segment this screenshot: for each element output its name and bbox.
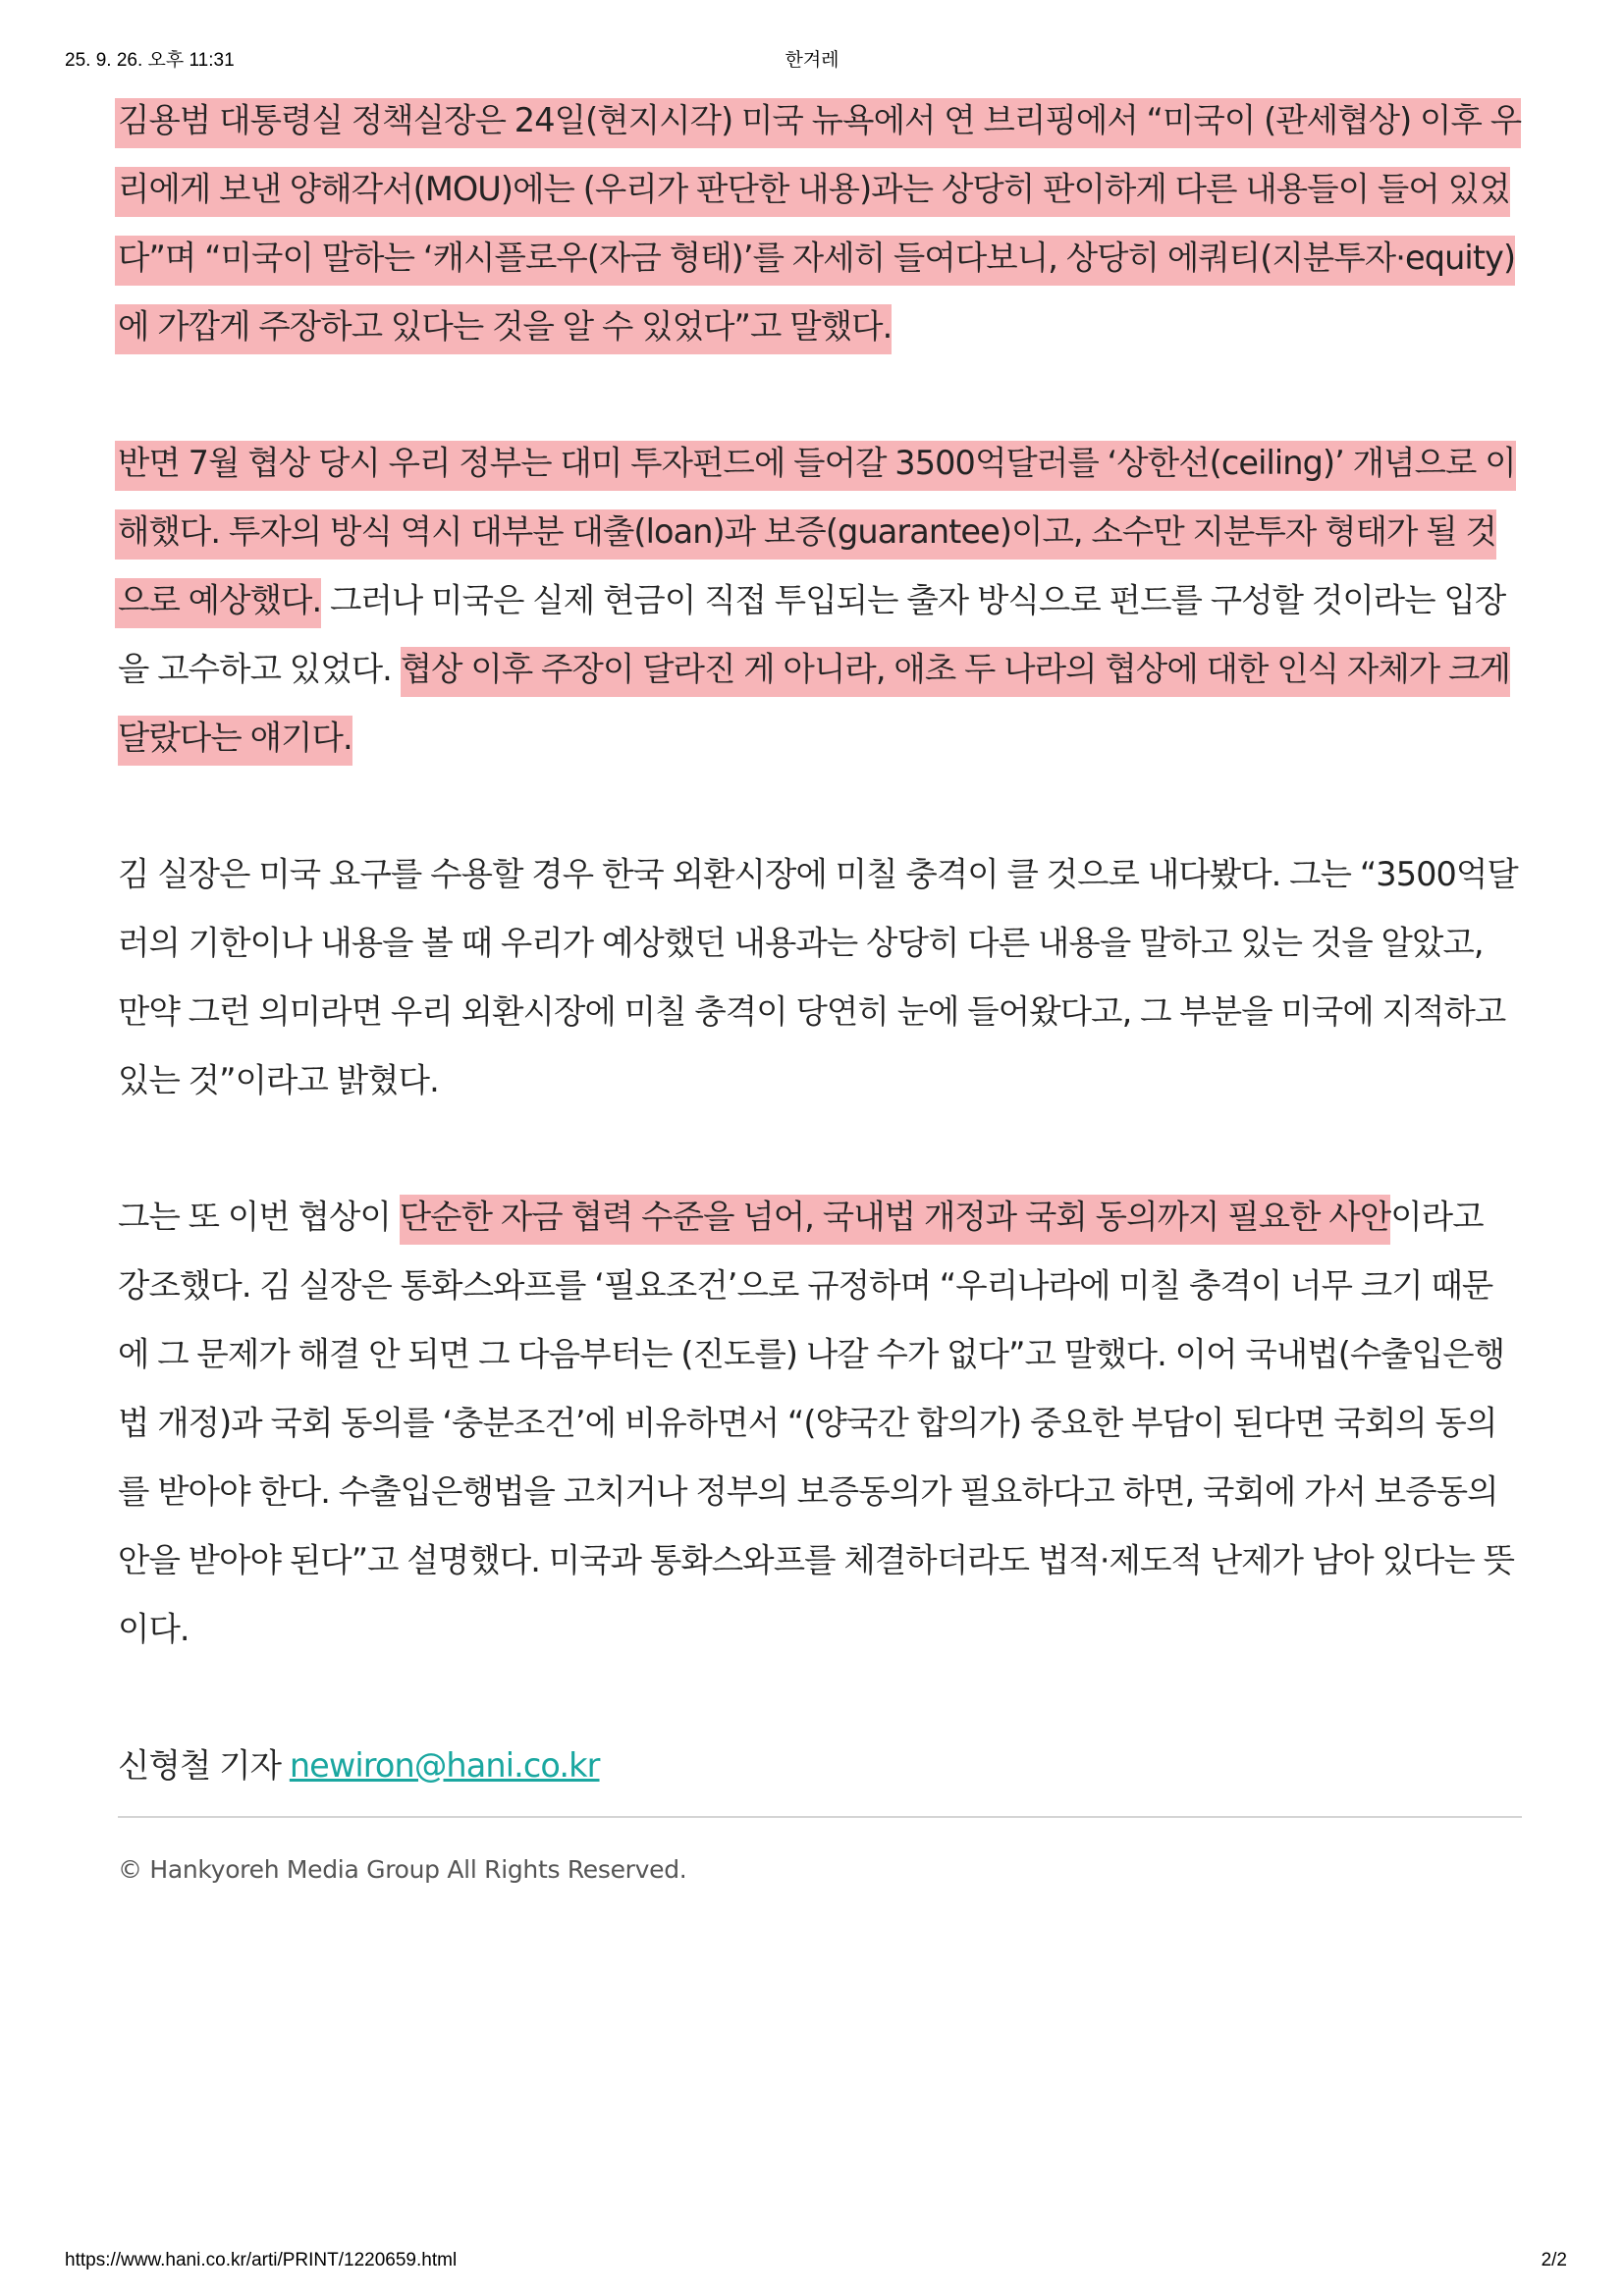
- highlight-2a: 반면 7월 협상 당시 우리 정부는 대미 투자펀드에 들어갈 3500억달러를 ‘상한선(ceiling)’ 개념으로 이해했다. 투자의 방식 역시 대부분 대출(loan)과 보증(guarantee)이고, 소수만 지분투자 형태가 될 것으로 예상했다.: [115, 441, 1516, 628]
- copyright-notice: © Hankyoreh Media Group All Rights Reserved.: [118, 1855, 687, 1884]
- article-body: [118, 86, 1522, 1884]
- paragraph-4-rest: 이라고 강조했다. 김 실장은 통화스와프를 ‘필요조건’으로 규정하며 “우리나라에 미칠 충격이 너무 크기 때문에 그 문제가 해결 안 되면 그 다음부터는 (진도를) 나갈 수가 없다”고 말했다. 이어 국내법(수출입은행법 개정)과 국회 동의를 ‘충분조건’에 비유하면서 “(양국간 합의가) 중요한 부담이 된다면 국회의 동의를 받아야 한다. 수출입은행법을 고치거나 정부의 보증동의가 필요하다고 하면, 국회에 가서 보증동의안을 받아야 된다”고 설명했다. 미국과 통화스와프를 체결하더라도 법적·제도적 난제가 남아 있다는 뜻이다.: [118, 1198, 1515, 1648]
- highlight-1: 김용범 대통령실 정책실장은 24일(현지시각) 미국 뉴욕에서 연 브리핑에서 “미국이 (관세협상) 이후 우리에게 보낸 양해각서(MOU)에는 (우리가 판단한 내용)과는 상당히 판이하게 다른 내용들이 들어 있었다”며 “미국이 말하는 ‘캐시플로우(자금 형태)’를 자세히 들여다보니, 상당히 에쿼티(지분투자·equity)에 가깝게 주장하고 있다는 것을 알 수 있었다”고 말했다.: [115, 98, 1521, 354]
- paragraph-3-text: 김 실장은 미국 요구를 수용할 경우 한국 외환시장에 미칠 충격이 클 것으로 내다봤다. 그는 “3500억달러의 기한이나 내용을 볼 때 우리가 예상했던 내용과는 상당히 다른 내용을 말하고 있는 것을 알았고, 만약 그런 의미라면 우리 외환시장에 미칠 충격이 당연히 눈에 들어왔다고, 그 부분을 미국에 지적하고 있는 것”이라고 밝혔다.: [118, 855, 1518, 1099]
- divider: [118, 1816, 1522, 1818]
- print-datetime: 25. 9. 26. 오후 11:31: [65, 50, 235, 71]
- paragraph-2: [118, 429, 1522, 773]
- paragraph-1: [118, 86, 1522, 361]
- reporter-name: 신형철 기자: [118, 1746, 290, 1785]
- print-site-title: 한겨레: [785, 50, 839, 71]
- byline: [118, 1732, 1522, 1800]
- page-number: 2/2: [1541, 2250, 1567, 2270]
- paragraph-3: [118, 840, 1522, 1115]
- highlight-2b: 협상 이후 주장이 달라진 게 아니라, 애초 두 나라의 협상에 대한 인식 자체가 크게 달랐다는 얘기다.: [118, 647, 1510, 766]
- paragraph-4-lead: 그는 또 이번 협상이: [118, 1198, 400, 1236]
- print-url: https://www.hani.co.kr/arti/PRINT/1220659.html: [65, 2250, 458, 2270]
- paragraph-4: [118, 1183, 1522, 1664]
- reporter-email-link[interactable]: newiron@hani.co.kr: [289, 1746, 600, 1785]
- paragraph-2-plain: 그러나 미국은 실제 현금이 직접 투입되는 출자 방식으로 펀드를 구성할 것이라는 입장을 고수하고 있었다.: [118, 581, 1506, 688]
- highlight-4: 단순한 자금 협력 수준을 넘어, 국내법 개정과 국회 동의까지 필요한 사안: [400, 1195, 1391, 1245]
